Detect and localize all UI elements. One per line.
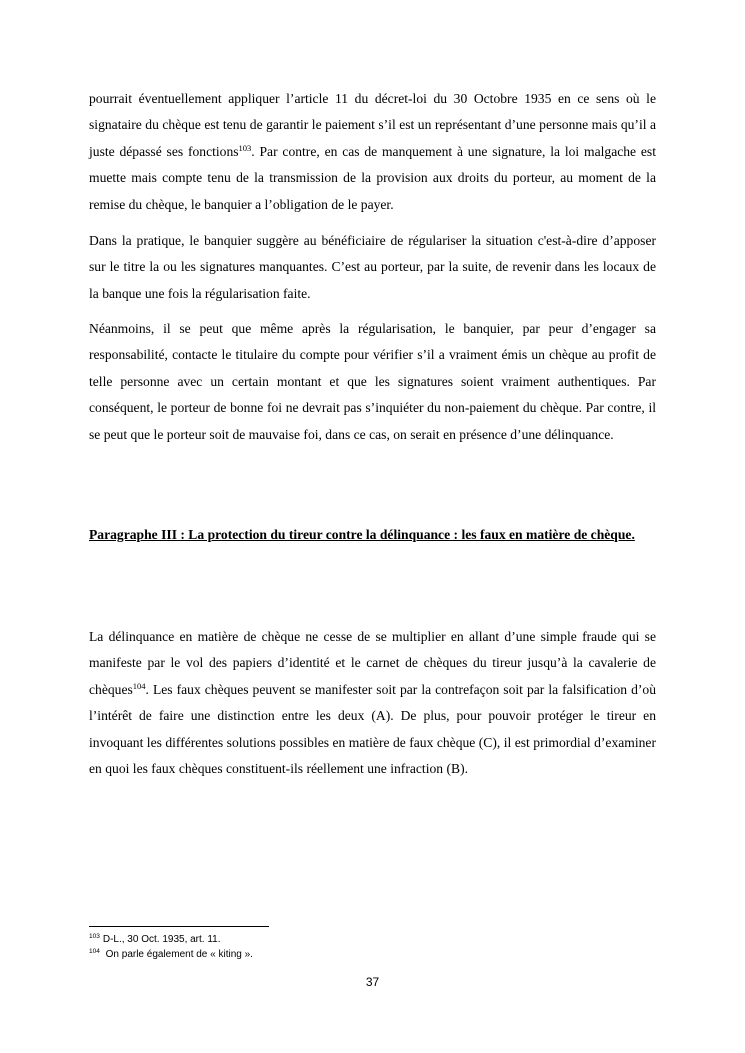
paragraph-4-text-b: . Les faux chèques peuvent se manifester soit par la contrefaçon soit par la falsification d’où l’intérêt de faire une distinction entre les deux (A). De plus, pour pouvoir protéger le tireur en invoquant les différentes solutions possibles en matière de faux chèque (C), il est primordial d’examiner en quoi les faux chèques constituent-ils réellement une infraction (B). [89,681,656,777]
paragraph-3: Néanmoins, il se peut que même après la régularisation, le banquier, par peur d’engager sa responsabilité, contacte le titulaire du compte pour vérifier s’il a vraiment émis un chèque au profit de telle personne avec un certain montant et que les signatures soient vraiment authentiques. Par conséquent, le porteur de bonne foi ne devrait pas s’inquiéter du non-paiement du chèque. Par contre, il se peut que le porteur soit de mauvaise foi, dans ce cas, on serait en présence d’une délinquance. [89,321,656,442]
section-heading: Paragraphe III : La protection du tireur contre la délinquance : les faux en matière de chèque. [89,527,635,542]
footnote-104 [89,947,649,962]
footnote-number: 103 [89,933,100,940]
paragraph-4-text-a: La délinquance en matière de chèque ne cesse de se multiplier en allant d’une simple fraude qui se manifeste par le vol des papiers d’identité et le carnet de chèques du tireur jusqu’à la cavalerie de chèques [89,629,656,697]
paragraph-2: Dans la pratique, le banquier suggère au bénéficiaire de régulariser la situation c'est-à-dire d’apposer sur le titre la ou les signatures manquantes. C’est au porteur, par la suite, de revenir dans les locaux de la banque une fois la régularisation faite. [89,233,656,301]
footnote-text: D-L., 30 Oct. 1935, art. 11. [102,934,221,945]
footnote-separator [89,926,269,927]
paragraph-1-text-b: . Par contre, en cas de manquement à une signature, la loi malgache est muette mais compte tenu de la transmission de la provision aux droits du porteur, au moment de la remise du chèque, le banquier a l’obligation de le payer. [89,143,656,212]
page-number: 37 [365,975,380,989]
footnote-103 [89,932,649,947]
footnote-ref-103[interactable]: 103 [238,142,252,153]
paragraph-1-text-a: pourrait éventuellement appliquer l’article 11 du décret-loi du 30 Octobre 1935 en ce sens où le signataire du chèque est tenu de garantir le paiement s’il est un représentant d’une personne mais qu’il a juste dépassé ses fonctions [89,91,656,159]
footnote-ref-104[interactable]: 104 [132,680,146,691]
footnotes [89,932,649,962]
footnote-number: 104 [89,948,100,955]
paragraph-4 [89,624,656,782]
paragraph-1 [89,86,656,218]
footnote-text: On parle également de « kiting ». [102,949,253,960]
